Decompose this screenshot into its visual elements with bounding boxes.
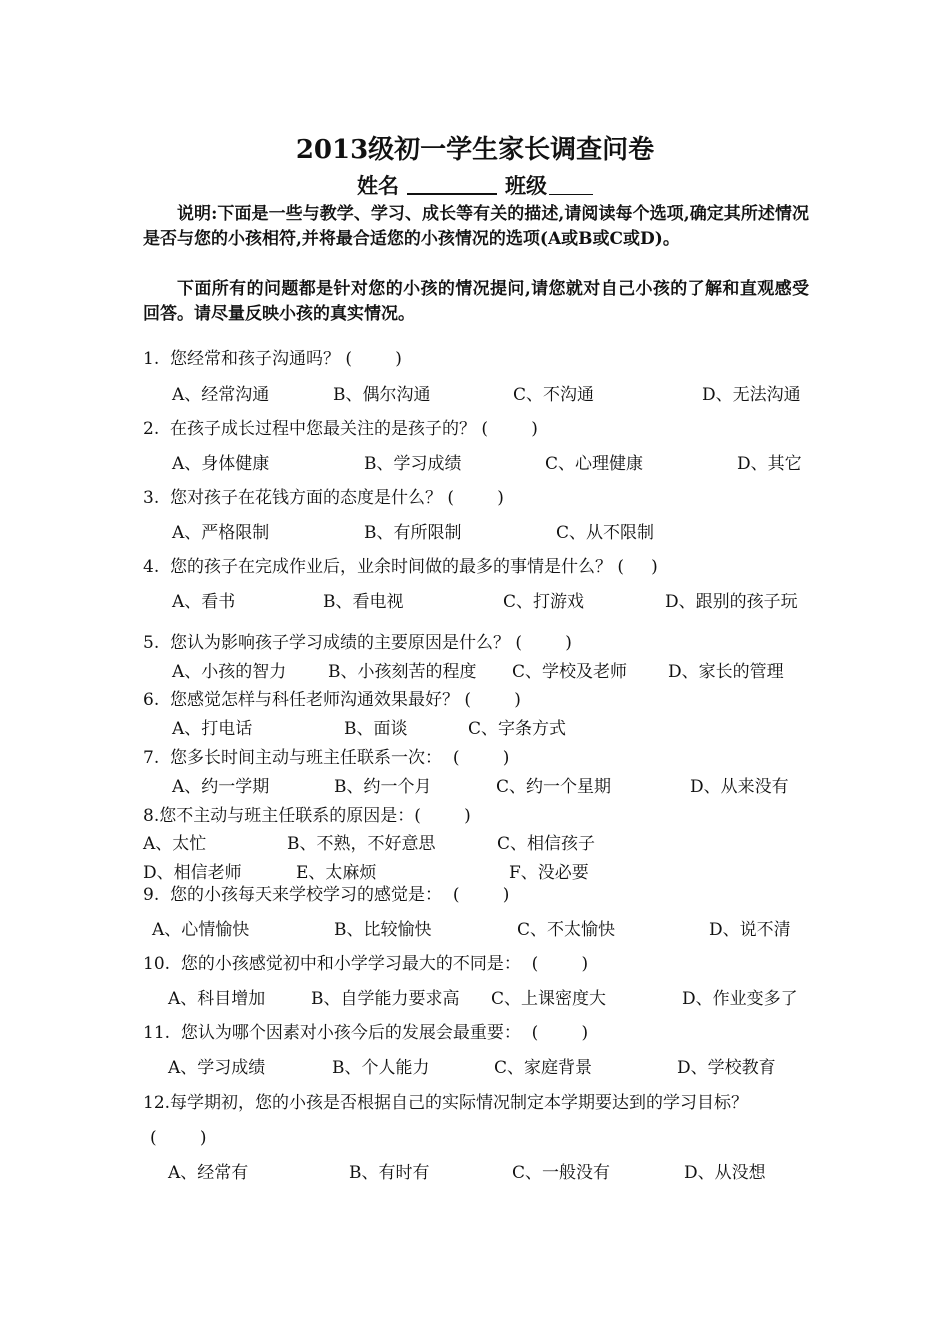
q5-option-d[interactable]: D、家长的管理	[668, 662, 784, 682]
q2-option-a[interactable]: A、身体健康	[172, 454, 270, 474]
q12-option-a[interactable]: A、经常有	[168, 1163, 249, 1183]
question-1: 1. 您经常和孩子沟通吗？ ( )	[143, 349, 402, 369]
q8-option-d[interactable]: D、相信老师	[143, 863, 242, 883]
q2-option-b[interactable]: B、学习成绩	[364, 454, 462, 474]
q3-option-c[interactable]: C、从不限制	[556, 523, 655, 543]
q12-option-b[interactable]: B、有时有	[349, 1163, 430, 1183]
question-4: 4. 您的孩子在完成作业后，业余时间做的最多的事情是什么？ ( )	[143, 557, 658, 577]
q8-option-f[interactable]: F、没必要	[509, 863, 589, 883]
name-blank-field[interactable]	[407, 173, 497, 195]
question-10: 10. 您的小孩感觉初中和小学学习最大的不同是： ( )	[143, 954, 589, 974]
q8-option-c[interactable]: C、相信孩子	[497, 834, 596, 854]
q1-option-b[interactable]: B、偶尔沟通	[333, 385, 431, 405]
q10-option-d[interactable]: D、作业变多了	[682, 989, 798, 1009]
q5-option-a[interactable]: A、小孩的智力	[172, 662, 287, 682]
question-6: 6. 您感觉怎样与科任老师沟通效果最好？ ( )	[143, 690, 521, 710]
q2-option-c[interactable]: C、心理健康	[545, 454, 644, 474]
q12-option-d[interactable]: D、从没想	[684, 1163, 766, 1183]
q7-option-a[interactable]: A、约一学期	[172, 777, 270, 797]
q6-option-a[interactable]: A、打电话	[172, 719, 253, 739]
class-label: 班级	[505, 173, 547, 198]
q5-option-c[interactable]: C、学校及老师	[512, 662, 628, 682]
page-title: 2013级初一学生家长调查问卷	[295, 135, 655, 165]
q3-option-b[interactable]: B、有所限制	[364, 523, 462, 543]
q7-option-b[interactable]: B、约一个月	[334, 777, 432, 797]
q12-option-c[interactable]: C、一般没有	[512, 1163, 611, 1183]
q9-option-d[interactable]: D、说不清	[709, 920, 791, 940]
q9-option-c[interactable]: C、不太愉快	[517, 920, 616, 940]
q10-option-b[interactable]: B、自学能力要求高	[311, 989, 460, 1009]
question-2: 2. 在孩子成长过程中您最关注的是孩子的？ ( )	[143, 419, 538, 439]
intro-paragraph-2: 下面所有的问题都是针对您的小孩的情况提问,请您就对自己小孩的了解和直观感受回答。请尽量反映小孩的真实情况。	[143, 279, 809, 324]
q6-option-b[interactable]: B、面谈	[344, 719, 408, 739]
q1-option-d[interactable]: D、无法沟通	[702, 385, 801, 405]
q11-option-d[interactable]: D、学校教育	[677, 1058, 776, 1078]
q7-option-c[interactable]: C、约一个星期	[496, 777, 612, 797]
question-11: 11. 您认为哪个因素对小孩今后的发展会最重要： ( )	[143, 1023, 589, 1043]
q4-option-b[interactable]: B、看电视	[323, 592, 404, 612]
question-7: 7. 您多长时间主动与班主任联系一次： ( )	[143, 748, 510, 768]
q5-option-b[interactable]: B、小孩刻苦的程度	[328, 662, 477, 682]
q9-option-a[interactable]: A、心情愉快	[152, 920, 250, 940]
q11-option-c[interactable]: C、家庭背景	[494, 1058, 593, 1078]
question-3: 3. 您对孩子在花钱方面的态度是什么？ ( )	[143, 488, 504, 508]
class-blank-field[interactable]	[549, 174, 593, 195]
question-9: 9. 您的小孩每天来学校学习的感觉是： ( )	[143, 885, 510, 905]
q4-option-a[interactable]: A、看书	[172, 592, 236, 612]
q8-option-b[interactable]: B、不熟，不好意思	[287, 834, 436, 854]
question-12-answer-blank: ( )	[150, 1128, 207, 1148]
q10-option-c[interactable]: C、上课密度大	[491, 989, 607, 1009]
q8-option-a[interactable]: A、太忙	[143, 834, 207, 854]
q1-option-a[interactable]: A、经常沟通	[172, 385, 270, 405]
intro-paragraph-1: 说明:下面是一些与教学、学习、成长等有关的描述,请阅读每个选项,确定其所述情况是否与您的小孩相符,并将最合适您的小孩情况的选项(A或B或C或D)。	[143, 204, 809, 249]
q11-option-b[interactable]: B、个人能力	[332, 1058, 430, 1078]
q9-option-b[interactable]: B、比较愉快	[334, 920, 432, 940]
question-8: 8.您不主动与班主任联系的原因是：( )	[143, 806, 471, 826]
q6-option-c[interactable]: C、字条方式	[468, 719, 567, 739]
name-label: 姓名	[357, 173, 399, 198]
question-5: 5. 您认为影响孩子学习成绩的主要原因是什么？ ( )	[143, 633, 572, 653]
q10-option-a[interactable]: A、科目增加	[168, 989, 266, 1009]
name-class-line	[0, 172, 950, 200]
q7-option-d[interactable]: D、从来没有	[690, 777, 789, 797]
q4-option-d[interactable]: D、跟别的孩子玩	[665, 592, 798, 612]
question-12: 12.每学期初，您的小孩是否根据自己的实际情况制定本学期要达到的学习目标？	[143, 1093, 749, 1113]
q11-option-a[interactable]: A、学习成绩	[168, 1058, 266, 1078]
q8-option-e[interactable]: E、太麻烦	[296, 863, 377, 883]
q2-option-d[interactable]: D、其它	[737, 454, 802, 474]
q1-option-c[interactable]: C、不沟通	[513, 385, 595, 405]
q3-option-a[interactable]: A、严格限制	[172, 523, 270, 543]
q4-option-c[interactable]: C、打游戏	[503, 592, 585, 612]
